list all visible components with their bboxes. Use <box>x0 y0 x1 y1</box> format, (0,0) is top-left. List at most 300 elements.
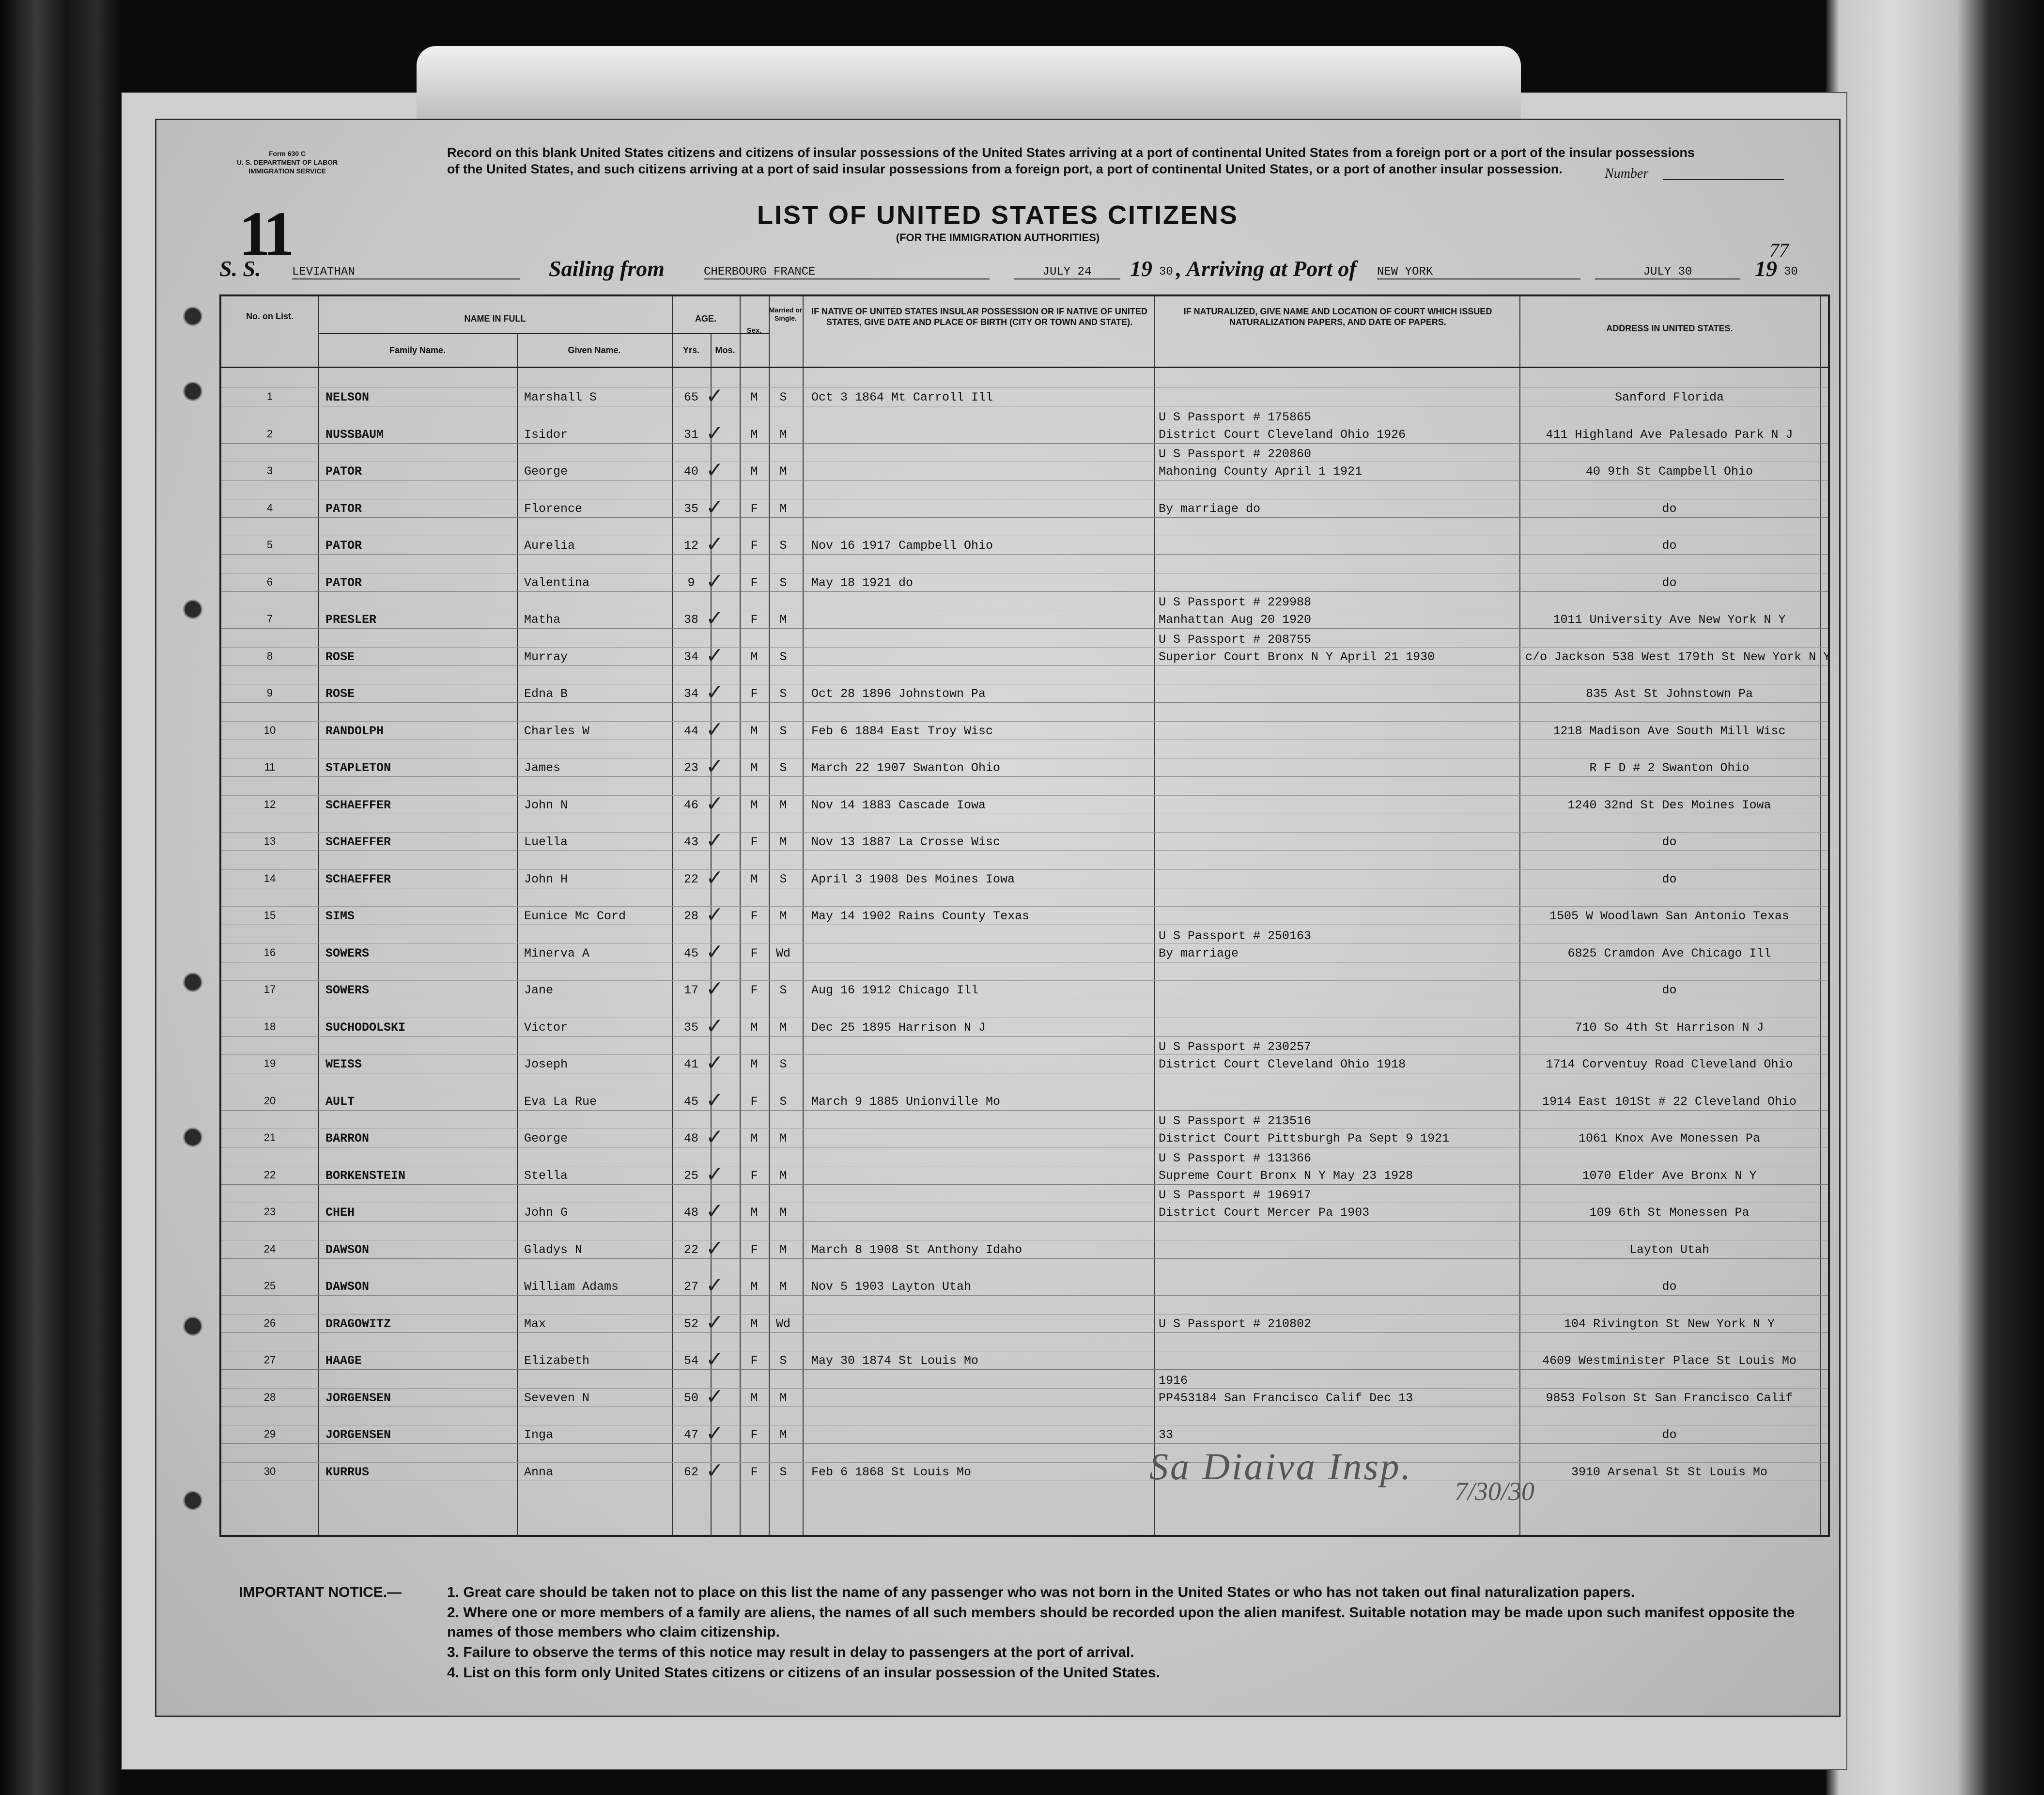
table-row <box>221 703 1828 740</box>
table-row <box>221 1370 1828 1407</box>
birth-details: Nov 14 1883 Cascade Iowa <box>811 798 986 812</box>
birth-details: Aug 16 1912 Chicago Ill <box>811 983 979 997</box>
given-name: Eunice Mc Cord <box>524 909 626 923</box>
notice-item-1: 1. Great care should be taken not to place on this list the name of any passenger who was not born in the United States or who has not taken out final naturalization papers. <box>447 1584 1635 1600</box>
punch-hole <box>183 1128 202 1147</box>
row-ruling <box>221 1388 1828 1389</box>
departure-date: JULY 24 <box>1014 265 1120 279</box>
given-name: Valentina <box>524 575 590 590</box>
check-mark-icon: ✓ <box>706 384 724 408</box>
family-name: BARRON <box>325 1131 370 1145</box>
punch-hole <box>183 1491 202 1510</box>
us-address: 1505 W Woodlawn San Antonio Texas <box>1549 909 1790 923</box>
us-address: do <box>1662 1280 1677 1294</box>
sex: M <box>750 650 758 664</box>
table-row <box>221 369 1828 406</box>
punch-hole <box>183 1316 202 1336</box>
birth-details: May 30 1874 St Louis Mo <box>811 1354 979 1368</box>
given-name: Elizabeth <box>524 1354 590 1368</box>
family-name: WEISS <box>325 1057 362 1071</box>
row-ruling <box>221 832 1828 833</box>
table-row <box>221 1444 1828 1481</box>
table-row <box>221 888 1828 925</box>
marital-status: S <box>779 1094 787 1109</box>
given-name: Minerva A <box>524 946 590 960</box>
us-address: 1714 Corventuy Road Cleveland Ohio <box>1546 1057 1793 1071</box>
row-number: 26 <box>263 1316 276 1329</box>
check-mark-icon: ✓ <box>706 755 724 778</box>
us-address: 411 Highland Ave Palesado Park N J <box>1546 427 1793 442</box>
check-mark-icon: ✓ <box>706 1422 724 1445</box>
birth-details: May 14 1902 Rains County Texas <box>811 909 1030 923</box>
marital-status: S <box>779 724 787 738</box>
row-number: 16 <box>263 946 276 959</box>
marital-status: Wd <box>775 1316 790 1331</box>
table-row <box>221 1407 1828 1444</box>
row-number: 9 <box>266 687 273 699</box>
family-name: SIMS <box>325 909 355 923</box>
arrival-port: NEW YORK <box>1377 265 1580 279</box>
family-name: HAAGE <box>325 1354 362 1368</box>
table-row <box>221 1296 1828 1333</box>
us-address: 835 Ast St Johnstown Pa <box>1585 687 1753 701</box>
row-number: 1 <box>266 390 273 402</box>
birth-details: May 18 1921 do <box>811 575 914 590</box>
naturalization-line-1: U S Passport # 213516 <box>1159 1114 1312 1128</box>
row-number: 30 <box>263 1465 276 1477</box>
table-row <box>221 851 1828 888</box>
table-row <box>221 1258 1828 1296</box>
check-mark-icon: ✓ <box>706 1125 724 1149</box>
punch-hole <box>183 973 202 992</box>
given-name: George <box>524 1131 568 1145</box>
us-address: Sanford Florida <box>1614 390 1724 404</box>
col-given-header: Given Name. <box>568 345 621 355</box>
check-mark-icon: ✓ <box>706 829 724 852</box>
row-number: 22 <box>263 1168 276 1181</box>
given-name: Inga <box>524 1428 554 1442</box>
row-number: 23 <box>263 1206 276 1218</box>
age-years: 52 <box>683 1316 698 1331</box>
us-address: 710 So 4th St Harrison N J <box>1575 1020 1764 1035</box>
arrival-date: JULY 30 <box>1595 265 1740 279</box>
row-number: 17 <box>263 983 276 995</box>
check-mark-icon: ✓ <box>706 940 724 964</box>
sex: F <box>750 835 758 849</box>
us-address: do <box>1662 872 1677 886</box>
naturalization-line-1: U S Passport # 208755 <box>1159 632 1312 647</box>
marital-status: S <box>779 1057 787 1071</box>
us-address: do <box>1662 501 1677 516</box>
check-mark-icon: ✓ <box>706 421 724 445</box>
family-name: STAPLETON <box>325 761 391 775</box>
sex: M <box>750 1131 758 1145</box>
family-name: DAWSON <box>325 1280 370 1294</box>
given-name: John G <box>524 1206 568 1220</box>
table-row <box>221 1036 1828 1073</box>
sex: M <box>750 427 758 442</box>
marital-status: S <box>779 390 787 404</box>
form-identifier <box>215 149 360 175</box>
naturalization-line-1: 1916 <box>1159 1373 1188 1388</box>
sex: F <box>750 1242 758 1257</box>
us-address: 109 6th St Monessen Pa <box>1589 1206 1750 1220</box>
ss-label: S. S. <box>219 256 261 281</box>
given-name: Eva La Rue <box>524 1094 597 1109</box>
birth-details: April 3 1908 Des Moines Iowa <box>811 872 1015 886</box>
check-mark-icon: ✓ <box>706 1384 724 1408</box>
age-years: 48 <box>683 1206 698 1220</box>
sex: M <box>750 1057 758 1071</box>
check-mark-icon: ✓ <box>706 1273 724 1297</box>
check-mark-icon: ✓ <box>706 717 724 742</box>
page-title: LIST OF UNITED STATES CITIZENS <box>757 201 1239 230</box>
age-years: 22 <box>683 872 698 886</box>
check-mark-icon: ✓ <box>706 866 724 890</box>
birth-details: Feb 6 1868 St Louis Mo <box>811 1465 972 1479</box>
age-years: 27 <box>683 1280 698 1294</box>
check-mark-icon: ✓ <box>706 1347 724 1371</box>
naturalization-line-2: District Court Cleveland Ohio 1918 <box>1159 1057 1406 1071</box>
table-row <box>221 740 1828 777</box>
row-number: 7 <box>266 613 273 625</box>
age-years: 43 <box>683 835 698 849</box>
sex: F <box>750 946 758 960</box>
row-ruling <box>221 1054 1828 1055</box>
inspector-signature: Sa Diaiva Insp. <box>1149 1445 1413 1487</box>
passenger-table <box>219 294 1830 1537</box>
row-ruling <box>221 906 1828 907</box>
departure-year: 30 <box>1159 265 1173 279</box>
row-number: 21 <box>263 1131 276 1144</box>
family-name: ROSE <box>325 650 355 664</box>
row-number: 27 <box>263 1354 276 1366</box>
page-subtitle: (FOR THE IMMIGRATION AUTHORITIES) <box>896 232 1100 244</box>
sex: F <box>750 1465 758 1479</box>
us-address: 3910 Arsenal St St Louis Mo <box>1571 1465 1768 1479</box>
age-years: 41 <box>683 1057 698 1071</box>
marital-status: S <box>779 761 787 775</box>
given-name: Charles W <box>524 724 590 738</box>
marital-status: M <box>779 909 787 923</box>
family-name: SCHAEFFER <box>325 798 391 812</box>
check-mark-icon: ✓ <box>706 791 724 816</box>
age-years: 62 <box>683 1465 698 1479</box>
number-label: Number <box>1605 166 1649 181</box>
col-age-header: AGE. <box>695 314 716 324</box>
binder-right-edge <box>1826 0 2044 1795</box>
table-row <box>221 480 1828 518</box>
row-number: 12 <box>263 798 276 810</box>
family-name: BORKENSTEIN <box>325 1168 406 1183</box>
col-name-header: NAME IN FULL <box>464 314 526 324</box>
row-ruling <box>221 647 1828 648</box>
punch-hole <box>183 600 202 619</box>
ship-name: LEVIATHAN <box>292 265 520 279</box>
sex: F <box>750 1094 758 1109</box>
given-name: Anna <box>524 1465 554 1479</box>
sex: F <box>750 575 758 590</box>
row-number: 29 <box>263 1428 276 1440</box>
check-mark-icon: ✓ <box>706 1199 724 1223</box>
given-name: Aurelia <box>524 539 575 553</box>
sex: M <box>750 390 758 404</box>
marital-status: M <box>779 1391 787 1405</box>
age-years: 17 <box>683 983 698 997</box>
inspection-date: 7/30/30 <box>1455 1477 1535 1506</box>
table-row <box>221 665 1828 703</box>
row-ruling <box>221 387 1828 388</box>
marital-status: M <box>779 1242 787 1257</box>
row-number: 25 <box>263 1280 276 1292</box>
col-yrs-header: Yrs. <box>682 345 700 355</box>
marital-status: S <box>779 1354 787 1368</box>
given-name: John H <box>524 872 568 886</box>
table-row <box>221 1184 1828 1222</box>
table-row <box>221 1073 1828 1111</box>
family-name: ROSE <box>325 687 355 701</box>
row-number: 5 <box>266 539 273 551</box>
naturalization-line-2: PP453184 San Francisco Calif Dec 13 <box>1159 1391 1413 1405</box>
marital-status: M <box>779 613 787 627</box>
record-instructions: Record on this blank United States citizens and citizens of insular possessions of the United States arriving at a port of continental United States from a foreign port or a port of the insular possessions of the United States, and such citizens arriving at a port of said insular possessions from a foreign port, a port of continental United States, or a port of another insular possession. <box>447 145 1695 176</box>
check-mark-icon: ✓ <box>706 606 724 630</box>
sex: F <box>750 1354 758 1368</box>
family-name: SUCHODOLSKI <box>325 1020 406 1035</box>
marital-status: S <box>779 872 787 886</box>
age-years: 47 <box>683 1428 698 1442</box>
naturalization-line-2: District Court Mercer Pa 1903 <box>1159 1206 1370 1220</box>
family-name: PATOR <box>325 501 362 516</box>
check-mark-icon: ✓ <box>706 1051 724 1075</box>
sex: M <box>750 1020 758 1035</box>
us-address: do <box>1662 1428 1677 1442</box>
birth-details: Feb 6 1884 East Troy Wisc <box>811 724 993 738</box>
us-address: 1061 Knox Ave Monessen Pa <box>1578 1131 1761 1145</box>
check-mark-icon: ✓ <box>706 1088 724 1112</box>
binder-left-edge <box>0 0 121 1795</box>
sailing-label: Sailing from <box>549 256 665 281</box>
family-name: CHEH <box>325 1206 355 1220</box>
row-ruling <box>221 1462 1828 1463</box>
col-address-header: ADDRESS IN UNITED STATES. <box>1606 324 1733 333</box>
row-ruling <box>221 795 1828 796</box>
table-row <box>221 925 1828 962</box>
age-years: 54 <box>683 1354 698 1368</box>
age-years: 25 <box>683 1168 698 1183</box>
sex: M <box>750 1280 758 1294</box>
naturalization-line-1: U S Passport # 196917 <box>1159 1188 1312 1202</box>
check-mark-icon: ✓ <box>706 1458 724 1483</box>
col-family-header: Family Name. <box>389 345 446 355</box>
check-mark-icon: ✓ <box>706 1014 724 1038</box>
given-name: Stella <box>524 1168 568 1183</box>
age-years: 34 <box>683 687 698 701</box>
sex: F <box>750 613 758 627</box>
marital-status: M <box>779 798 787 812</box>
number-line <box>1663 179 1784 180</box>
naturalization-line-2: Superior Court Bronx N Y April 21 1930 <box>1159 650 1435 664</box>
naturalization-line-2: Mahoning County April 1 1921 <box>1159 464 1363 479</box>
given-name: Murray <box>524 650 568 664</box>
family-name: DRAGOWITZ <box>325 1316 391 1331</box>
departure-port: CHERBOURG FRANCE <box>704 265 990 279</box>
sex: M <box>750 464 758 479</box>
sex: F <box>750 539 758 553</box>
us-address: 1914 East 101St # 22 Cleveland Ohio <box>1542 1094 1797 1109</box>
marital-status: S <box>779 983 787 997</box>
age-years: 38 <box>683 613 698 627</box>
row-number: 8 <box>266 650 273 662</box>
us-address: 1011 University Ave New York N Y <box>1553 613 1786 627</box>
check-mark-icon: ✓ <box>706 495 724 519</box>
table-row <box>221 1332 1828 1370</box>
table-row <box>221 629 1831 667</box>
row-ruling <box>221 980 1828 981</box>
row-number: 13 <box>263 835 276 847</box>
row-number: 14 <box>263 872 276 884</box>
sex: F <box>750 909 758 923</box>
naturalization-line-2: Supreme Court Bronx N Y May 23 1928 <box>1159 1168 1413 1183</box>
table-row <box>221 962 1828 999</box>
voyage-line <box>219 256 1818 285</box>
family-name: NUSSBAUM <box>325 427 384 442</box>
given-name: John N <box>524 798 568 812</box>
age-years: 35 <box>683 1020 698 1035</box>
col-sex-header: Sex. <box>746 326 762 335</box>
sex: M <box>750 1391 758 1405</box>
row-number: 19 <box>263 1057 276 1069</box>
marital-status: M <box>779 464 787 479</box>
sex: F <box>750 1168 758 1183</box>
family-name: RANDOLPH <box>325 724 384 738</box>
given-name: William Adams <box>524 1280 619 1294</box>
table-row <box>221 591 1828 629</box>
check-mark-icon: ✓ <box>706 903 724 927</box>
sex: M <box>750 761 758 775</box>
table-row <box>221 406 1828 444</box>
service-name: IMMIGRATION SERVICE <box>248 167 326 175</box>
marital-status: M <box>779 1131 787 1145</box>
given-name: Jane <box>524 983 554 997</box>
departure-year-prefix: 19 <box>1130 256 1152 281</box>
check-mark-icon: ✓ <box>706 1162 724 1186</box>
table-row <box>221 777 1828 814</box>
sex: F <box>750 983 758 997</box>
naturalization-line-2: District Court Pittsburgh Pa Sept 9 1921 <box>1159 1131 1450 1145</box>
header-bottom-rule <box>221 367 1828 368</box>
notice-item-4: 4. List on this form only United States citizens or citizens of an insular possession of the United States. <box>447 1665 1160 1681</box>
check-mark-icon: ✓ <box>706 532 724 556</box>
check-mark-icon: ✓ <box>706 569 724 593</box>
row-ruling <box>221 869 1828 870</box>
row-number: 4 <box>266 501 273 514</box>
age-years: 44 <box>683 724 698 738</box>
check-mark-icon: ✓ <box>706 458 724 482</box>
top-clip <box>417 46 1521 119</box>
family-name: DAWSON <box>325 1242 370 1257</box>
naturalization-line-2: U S Passport # 210802 <box>1159 1316 1312 1331</box>
table-row <box>221 443 1828 480</box>
age-years: 28 <box>683 909 698 923</box>
row-number: 11 <box>264 761 276 773</box>
naturalization-line-1: U S Passport # 131366 <box>1159 1151 1312 1165</box>
us-address: do <box>1662 575 1677 590</box>
naturalization-line-2: Manhattan Aug 20 1920 <box>1159 613 1312 627</box>
family-name: AULT <box>325 1094 355 1109</box>
us-address: R F D # 2 Swanton Ohio <box>1589 761 1750 775</box>
col-naturalized-header: IF NATURALIZED, GIVE NAME AND LOCATION OF COURT WHICH ISSUED NATURALIZATION PAPERS, AND DATE OF PAPERS. <box>1183 307 1492 327</box>
row-ruling <box>221 1314 1828 1315</box>
marital-status: M <box>779 1206 787 1220</box>
age-years: 9 <box>687 575 695 590</box>
naturalization-line-1: U S Passport # 175865 <box>1159 410 1312 424</box>
sex: M <box>750 724 758 738</box>
given-name: Max <box>524 1316 546 1331</box>
age-years: 50 <box>683 1391 698 1405</box>
given-name: Joseph <box>524 1057 568 1071</box>
marital-status: M <box>779 1020 787 1035</box>
age-years: 22 <box>683 1242 698 1257</box>
given-name: Matha <box>524 613 561 627</box>
arrival-year-prefix: 19 <box>1755 256 1777 281</box>
sex: F <box>750 501 758 516</box>
manifest-page <box>155 119 1841 1717</box>
row-ruling <box>221 721 1828 722</box>
age-years: 46 <box>683 798 698 812</box>
marital-status: S <box>779 650 787 664</box>
check-mark-icon: ✓ <box>706 643 724 667</box>
header-subdivider <box>318 333 769 334</box>
us-address: 1070 Elder Ave Bronx N Y <box>1582 1168 1757 1183</box>
given-name: Florence <box>524 501 583 516</box>
marital-status: M <box>779 835 787 849</box>
given-name: Isidor <box>524 427 568 442</box>
given-name: Victor <box>524 1020 568 1035</box>
table-row <box>221 517 1828 555</box>
us-address: Layton Utah <box>1629 1242 1710 1257</box>
marital-status: S <box>779 539 787 553</box>
age-years: 31 <box>683 427 698 442</box>
marital-status: S <box>779 575 787 590</box>
row-number: 6 <box>266 575 273 588</box>
page-surface <box>156 120 1839 1716</box>
row-number: 10 <box>263 724 276 736</box>
check-mark-icon: ✓ <box>706 1310 724 1334</box>
us-address: c/o Jackson 538 West 179th St New York N Y <box>1525 650 1831 664</box>
birth-details: March 22 1907 Swanton Ohio <box>811 761 1001 775</box>
age-years: 48 <box>683 1131 698 1145</box>
table-row <box>221 1147 1828 1185</box>
birth-details: Nov 13 1887 La Crosse Wisc <box>811 835 1001 849</box>
family-name: SOWERS <box>325 983 370 997</box>
family-name: SOWERS <box>325 946 370 960</box>
family-name: PATOR <box>325 575 362 590</box>
us-address: do <box>1662 835 1677 849</box>
marital-status: S <box>779 687 787 701</box>
age-years: 45 <box>683 1094 698 1109</box>
us-address: 1218 Madison Ave South Mill Wisc <box>1553 724 1786 738</box>
marital-status: M <box>779 1168 787 1183</box>
sex: M <box>750 872 758 886</box>
marital-status: S <box>779 1465 787 1479</box>
table-row <box>221 814 1828 851</box>
birth-details: Dec 25 1895 Harrison N J <box>811 1020 986 1035</box>
row-number: 2 <box>266 427 273 440</box>
given-name: James <box>524 761 561 775</box>
family-name: PATOR <box>325 539 362 553</box>
age-years: 35 <box>683 501 698 516</box>
